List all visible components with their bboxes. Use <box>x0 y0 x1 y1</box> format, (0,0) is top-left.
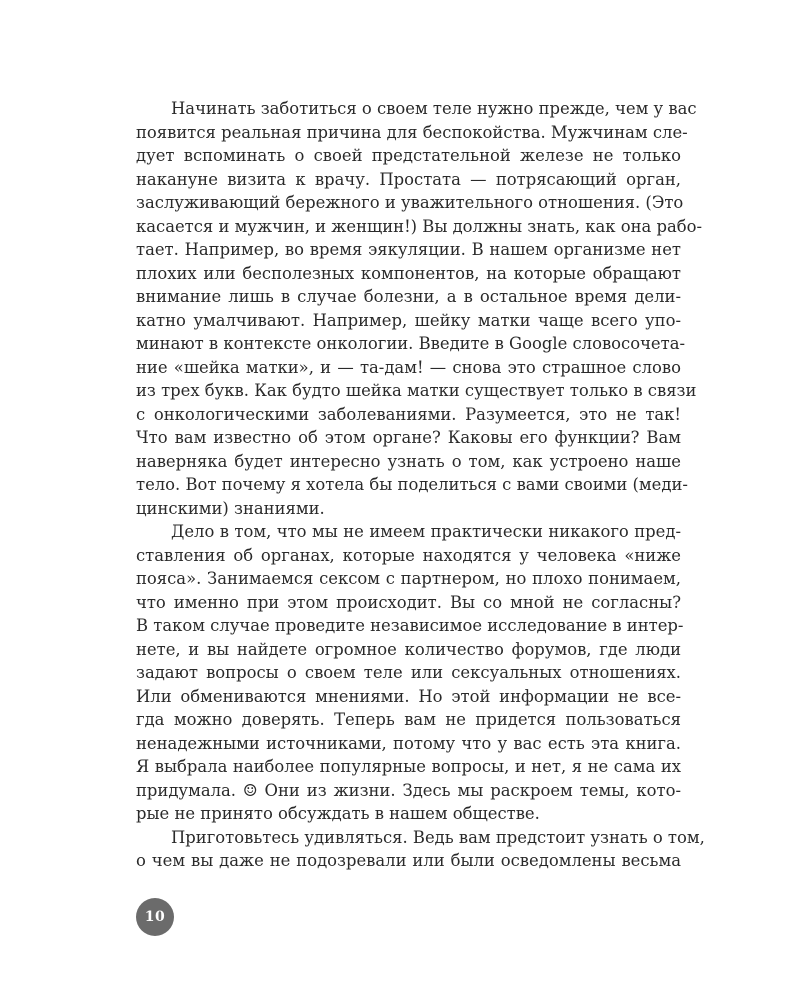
text-line: тает. Например, во время эякуляции. В нашем организме нет <box>136 240 681 259</box>
text-line: Начинать заботиться о своем теле нужно прежде, чем у вас <box>171 99 697 118</box>
text-line: задают вопросы о своем теле или сексуальных отношениях. <box>136 663 681 682</box>
text-line: заслуживающий бережного и уважительного отношения. (Это <box>136 193 684 212</box>
text-line: касается и мужчин, и женщин!) Вы должны знать, как она рабо- <box>136 216 703 236</box>
text-line: пояса». Занимаемся сексом с партнером, но плохо понимаем, <box>136 569 681 588</box>
text-line: наверняка будет интересно узнать о том, как устроено наше <box>136 451 681 471</box>
text-line: Или обмениваются мнениями. Но этой информации не все- <box>136 686 681 706</box>
text-line: о чем вы даже не подозревали или были осведомлены весьма <box>136 851 681 870</box>
text-line: появится реальная причина для беспокойства. Мужчинам сле- <box>136 122 688 142</box>
text-line: тело. Вот почему я хотела бы поделиться с вами своими (меди- <box>136 475 688 494</box>
text-line: что именно при этом происходит. Вы со мной не согласны? <box>136 592 681 612</box>
text-line: придумала. ☺ Они из жизни. Здесь мы раскроем темы, кото- <box>136 780 681 800</box>
text-line: Приготовьтесь удивляться. Ведь вам предстоит узнать о том, <box>171 827 705 847</box>
page-number-badge <box>136 898 174 936</box>
page-number: 10 <box>144 909 166 925</box>
body-text <box>136 97 705 873</box>
text-line: гда можно доверять. Теперь вам не придется пользоваться <box>136 710 681 729</box>
text-line: с онкологическими заболеваниями. Разумеется, это не так! <box>136 404 681 424</box>
text-line: Дело в том, что мы не имеем практически никакого пред- <box>171 522 681 541</box>
paragraph-2 <box>136 520 684 826</box>
text-line: внимание лишь в случае болезни, а в остальное время дели- <box>136 287 681 306</box>
text-line: цинскими) знаниями. <box>136 498 325 518</box>
text-line: ненадежными источниками, потому что у вас есть эта книга. <box>136 733 681 753</box>
text-line: ние «шейка матки», и — та-дам! — снова это страшное слово <box>136 357 681 377</box>
text-line: минают в контексте онкологии. Введите в Google словосочета- <box>136 334 685 353</box>
text-line: Я выбрала наиболее популярные вопросы, и нет, я не сама их <box>136 757 681 776</box>
text-line: плохих или бесполезных компонентов, на которые обращают <box>136 263 681 283</box>
text-line: дует вспоминать о своей предстательной железе не только <box>136 146 681 165</box>
paragraph-1 <box>136 97 703 520</box>
text-line: рые не принято обсуждать в нашем обществе. <box>136 804 540 823</box>
paragraph-3 <box>136 826 705 873</box>
text-line: нете, и вы найдете огромное количество форумов, где люди <box>136 639 681 659</box>
text-line: ставления об органах, которые находятся у человека «ниже <box>136 545 681 565</box>
text-line: катно умалчивают. Например, шейку матки чаще всего упо- <box>136 310 681 330</box>
text-line: В таком случае проведите независимое исследование в интер- <box>136 616 684 635</box>
text-line: Что вам известно об этом органе? Каковы его функции? Вам <box>136 428 681 447</box>
text-line: накануне визита к врачу. Простата — потрясающий орган, <box>136 169 681 189</box>
text-line: из трех букв. Как будто шейка матки существует только в связи <box>136 381 697 400</box>
